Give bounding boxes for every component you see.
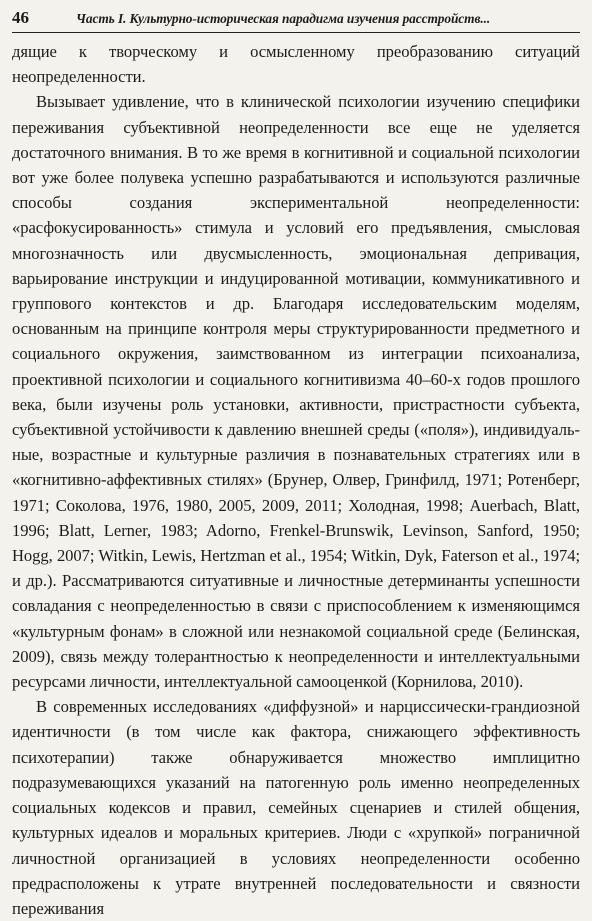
- page-header: [12, 8, 580, 33]
- paragraph-continuation: дящие к творческому и осмысленному преобразованию ситуаций неопределенности.: [12, 42, 580, 87]
- paragraph-identity-research: В современных исследованиях «диффузной» и нарциссически-грандиозной идентичности (в том числе как фактора, снижающего эффективность психотерапии) также обнаруживается множество имплицитно подразумевающихся указаний на патогенную роль именно неопределенных социальных кодексов и правил, семейных сценариев и стилей общения, культурных идеалов и моральных критериев. Люди с «хрупкой» пограничной личностной организацией в условиях неопределенности особенно предрасположены к утрате внутренней последовательности и связности переживания: [12, 697, 580, 918]
- running-title: Часть I. Культурно-историческая парадигма изучения расстройств...: [76, 11, 491, 26]
- body-text: [12, 39, 580, 921]
- paragraph-clinical-psychology: Вызывает удивление, что в клинической психологии изучению специфики переживания субъективной неопределенности все еще не уделяется достаточного внимания. В то же время в когнитивной и социальной психологии вот уже более полувека успешно разрабатываются и используются различные способы создания экспериментальной неопределенности: «расфокусированность» стимула и условий его предъявления, смысловая многозначность или двусмысленность, эмоциональная депривация, варьирование инструкции и индуцированной мотивации, коммуникативного и группового контекстов и др. Благодаря исследовательским моделям, основанным на принципе контроля меры структурированности предметного и социального окружения, заимствованном из интеграции психоанализа, проективной психологии и социального когнитивизма 40–60-х годов прошлого века, были изучены роль установки, активности, пристрастности субъекта, субъективной устойчивости к давлению внешней среды («поля»), индивидуальные, возрастные и культурные различия в познавательных стратегиях или в «когнитивно-аффективных стилях» (Брунер, Олвер, Гринфилд, 1971; Ротенберг, 1971; Соколова, 1976, 1980, 2005, 2009, 2011; Холодная, 1998; Auerbach, Blatt, 1996; Blatt, Lerner, 1983; Adorno, Frenkel-Brunswik, Levinson, Sanford, 1950; Hogg, 2007; Witkin, Lewis, Hertzman et al., 1954; Witkin, Dyk, Faterson et al., 1974; и др.). Рассматриваются ситуативные и личностные детерминанты успешности совладания с неопределенностью в связи с приспособлением к изменяющимся «культурным фонам» в сложной или незнакомой социальной среде (Белинская, 2009), связь между толерантностью к неопределенности и интеллектуальными ресурсами личности, интеллектуальной самооценкой (Корнилова, 2010).: [12, 92, 580, 692]
- page-number: 46: [12, 8, 29, 27]
